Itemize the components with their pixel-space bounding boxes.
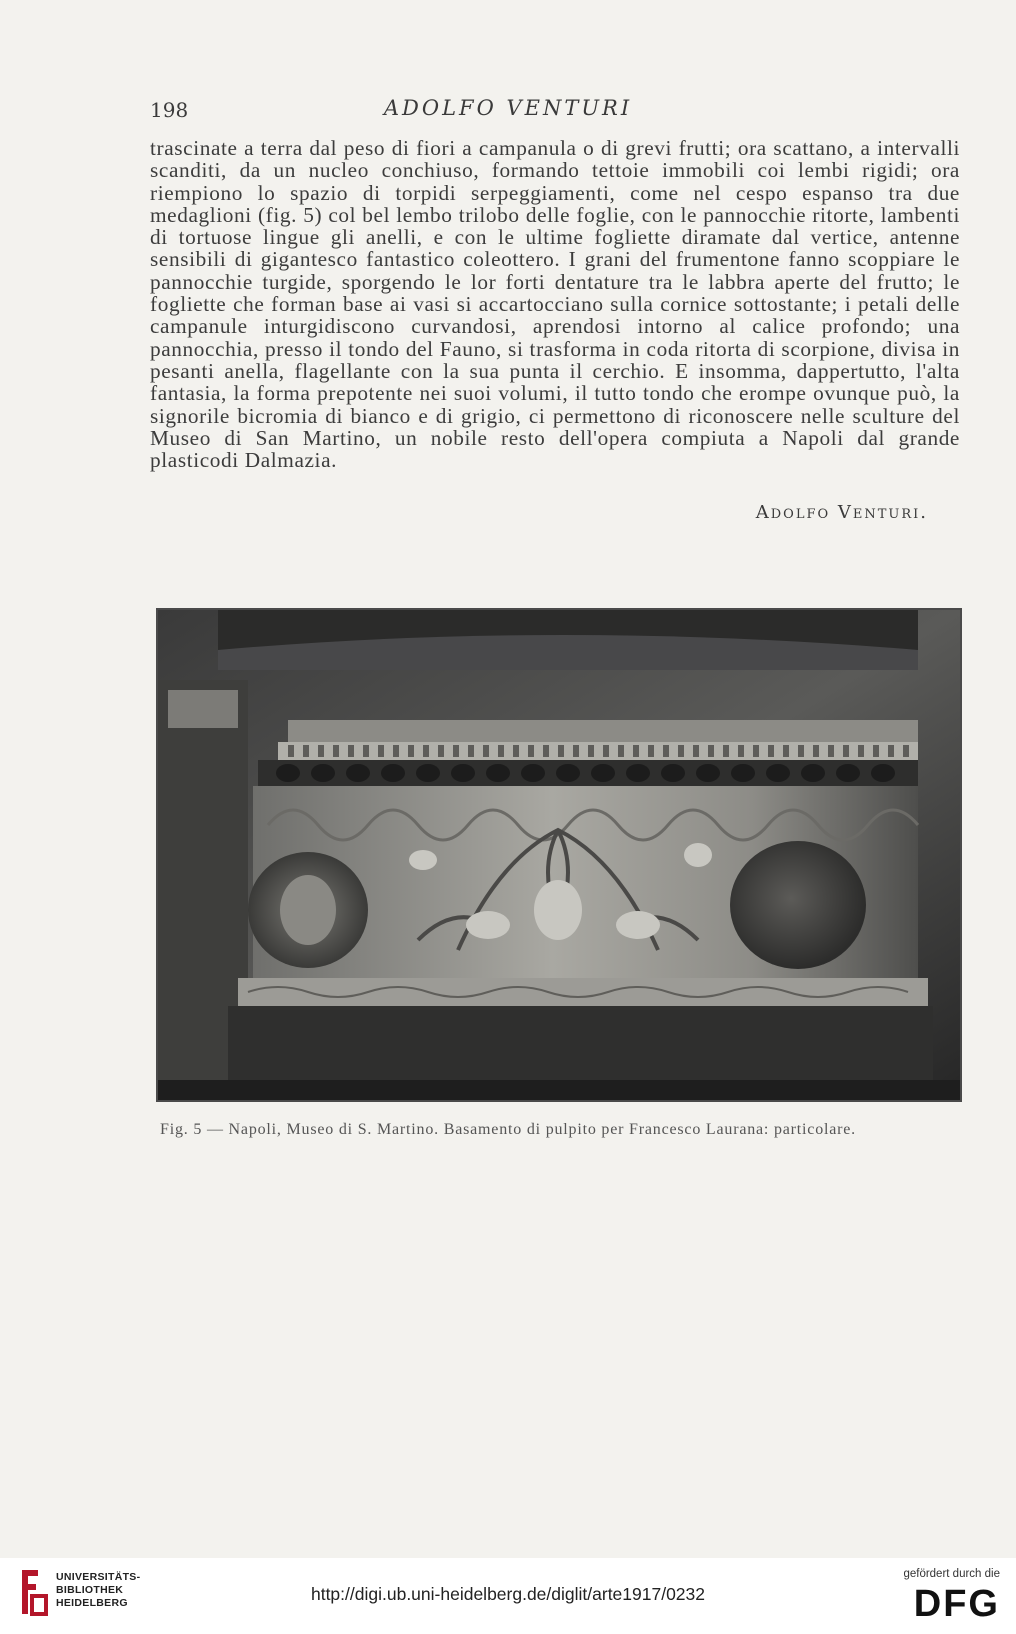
footer-bar: [0, 1558, 1016, 1634]
body-paragraph: trascinate a terra dal peso di fiori a campanula o di grevi frutti; ora scattano, a intervalli scanditi, da un nucleo conchiuso, formando tettoie immobili coi lembi rigidi; ora riempiono lo spazio di torpidi serpeggiamenti, come nel cespo espanso tra due medaglioni (fig. 5) col bel lembo trilobo delle foglie, con le pannocchie ritorte, lambenti di tortuose lingue gli anelli, e con le ultime fogliette diramate dal vertice, antenne sensibili di gigantesco fantastico coleottero. I grani del frumentone fanno scoppiare le pannocchie turgide, sporgendo le lor forti dentature tra le labbra aperte del frutto; le fogliette che forman base ai vasi si accartocciano sulla cornice sottostante; i petali delle campanule inturgidiscono curvandosi, aprendosi intorno al calice profondo; una pannocchia, presso il tondo del Fauno, si trasforma in coda ritorta di scorpione, divisa in pesanti anella, flagellante con la sua punta il cerchio. E insomma, dappertutto, l'alta fantasia, la forma prepotente nei suoi volumi, il tutto tondo che erompe ovunque può, la signorile bicromia di bianco e di grigio, ci permettono di riconoscere nelle sculture del Museo di San Martino, un nobile resto dell'opera compiuta a Napoli dal grande plasticodi Dalmazia.: [150, 136, 960, 473]
source-url-link[interactable]: http://digi.ub.uni-heidelberg.de/diglit/arte1917/0232: [310, 1584, 706, 1604]
funding-label: gefördert durch die: [903, 1568, 1000, 1580]
relief-photograph-icon: [158, 610, 960, 1100]
dfg-logo: DFG: [913, 1583, 1000, 1625]
library-name-line: UNIVERSITÄTS-: [56, 1571, 141, 1583]
author-signature: Adolfo Venturi.: [755, 502, 928, 523]
page-number: 198: [150, 98, 189, 122]
library-name-line: BIBLIOTHEK: [56, 1584, 124, 1596]
figure-photograph: [156, 608, 962, 1102]
figure-caption: Fig. 5 — Napoli, Museo di S. Martino. Basamento di pulpito per Francesco Laurana: particolare.: [160, 1121, 856, 1138]
running-head: ADOLFO VENTURI: [383, 96, 633, 120]
library-name-line: HEIDELBERG: [56, 1597, 128, 1609]
